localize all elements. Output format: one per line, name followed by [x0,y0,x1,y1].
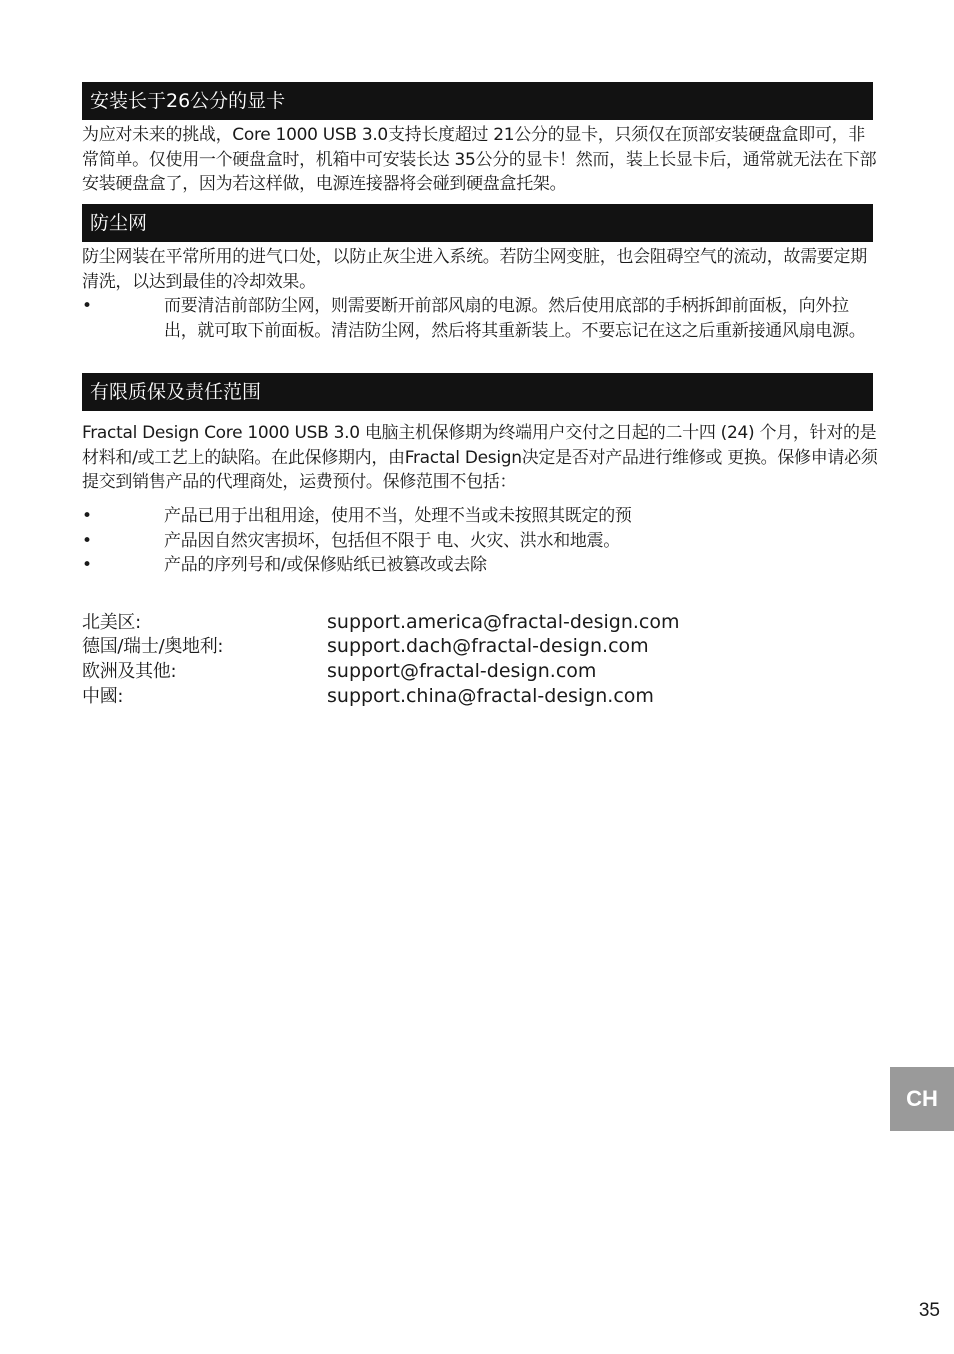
bullet-marker: • [82,506,92,526]
contact-email[interactable]: support.china@fractal-design.com [327,685,654,707]
contact-email[interactable]: support@fractal-design.com [327,660,597,682]
page-number: 35 [918,1300,940,1321]
section-paragraph-long-gpu: 为应对未来的挑战，Core 1000 USB 3.0支持长度超过 21公分的显卡，只须仅在顶部安装硬盘盒即可，非常简单。仅使用一个硬盘盒时，机箱中可安装长达 35公分的显卡！然而，装上长显卡后，通常就无法在下部安装硬盘盒了，因为若这样做，电源连接器将会碰到硬盘盒托架。 [82,125,877,194]
section-title-dust-filter: 防尘网 [82,204,873,242]
list-item-text: 产品因自然灾害损坏，包括但不限于 电、火灾、洪水和地震。 [164,531,621,551]
contact-region: 中國: [82,686,124,707]
section-paragraph-warranty: Fractal Design Core 1000 USB 3.0 电脑主机保修期为终端用户交付之日起的二十四 (24) 个月，针对的是材料和/或工艺上的缺陷。在此保修期内，由Fractal Design决定是否对产品进行维修或 更换。保修申请必须提交到销售产品的代理商处，运费预付。保修范围不包括： [82,423,878,492]
contact-row [82,684,782,709]
contact-row [82,610,782,635]
list-item-text: 产品的序列号和/或保修贴纸已被篡改或去除 [164,555,487,575]
list-item [82,504,878,529]
list-item [82,294,878,343]
bullet-marker: • [82,555,92,575]
contact-row [82,634,782,659]
list-item-text: 产品已用于出租用途，使用不当，处理不当或未按照其既定的预 [164,506,632,526]
contact-region: 欧洲及其他: [82,661,177,682]
list-item-text: 而要清洁前部防尘网，则需要断开前部风扇的电源。然后使用底部的手柄拆卸前面板，向外拉出，就可取下前面板。清洁防尘网，然后将其重新装上。不要忘记在这之后重新接通风扇电源。 [164,296,866,341]
contact-region: 北美区: [82,612,141,633]
list-item [82,553,878,578]
bullet-marker: • [82,531,92,551]
contact-email[interactable]: support.dach@fractal-design.com [327,635,649,657]
section-paragraph-dust-filter: 防尘网装在平常所用的进气口处，以防止灰尘进入系统。若防尘网变脏，也会阻碍空气的流动，故需要定期清洗，以达到最佳的冷却效果。 [82,247,867,292]
contact-region: 德国/瑞士/奥地利: [82,636,224,657]
section-title-warranty: 有限质保及责任范围 [82,373,873,411]
section-title-long-gpu: 安装长于26公分的显卡 [82,82,873,120]
bullet-marker: • [82,296,92,316]
list-item [82,529,878,554]
contact-email[interactable]: support.america@fractal-design.com [327,611,680,633]
language-tab: CH [890,1067,954,1131]
contact-row [82,659,782,684]
